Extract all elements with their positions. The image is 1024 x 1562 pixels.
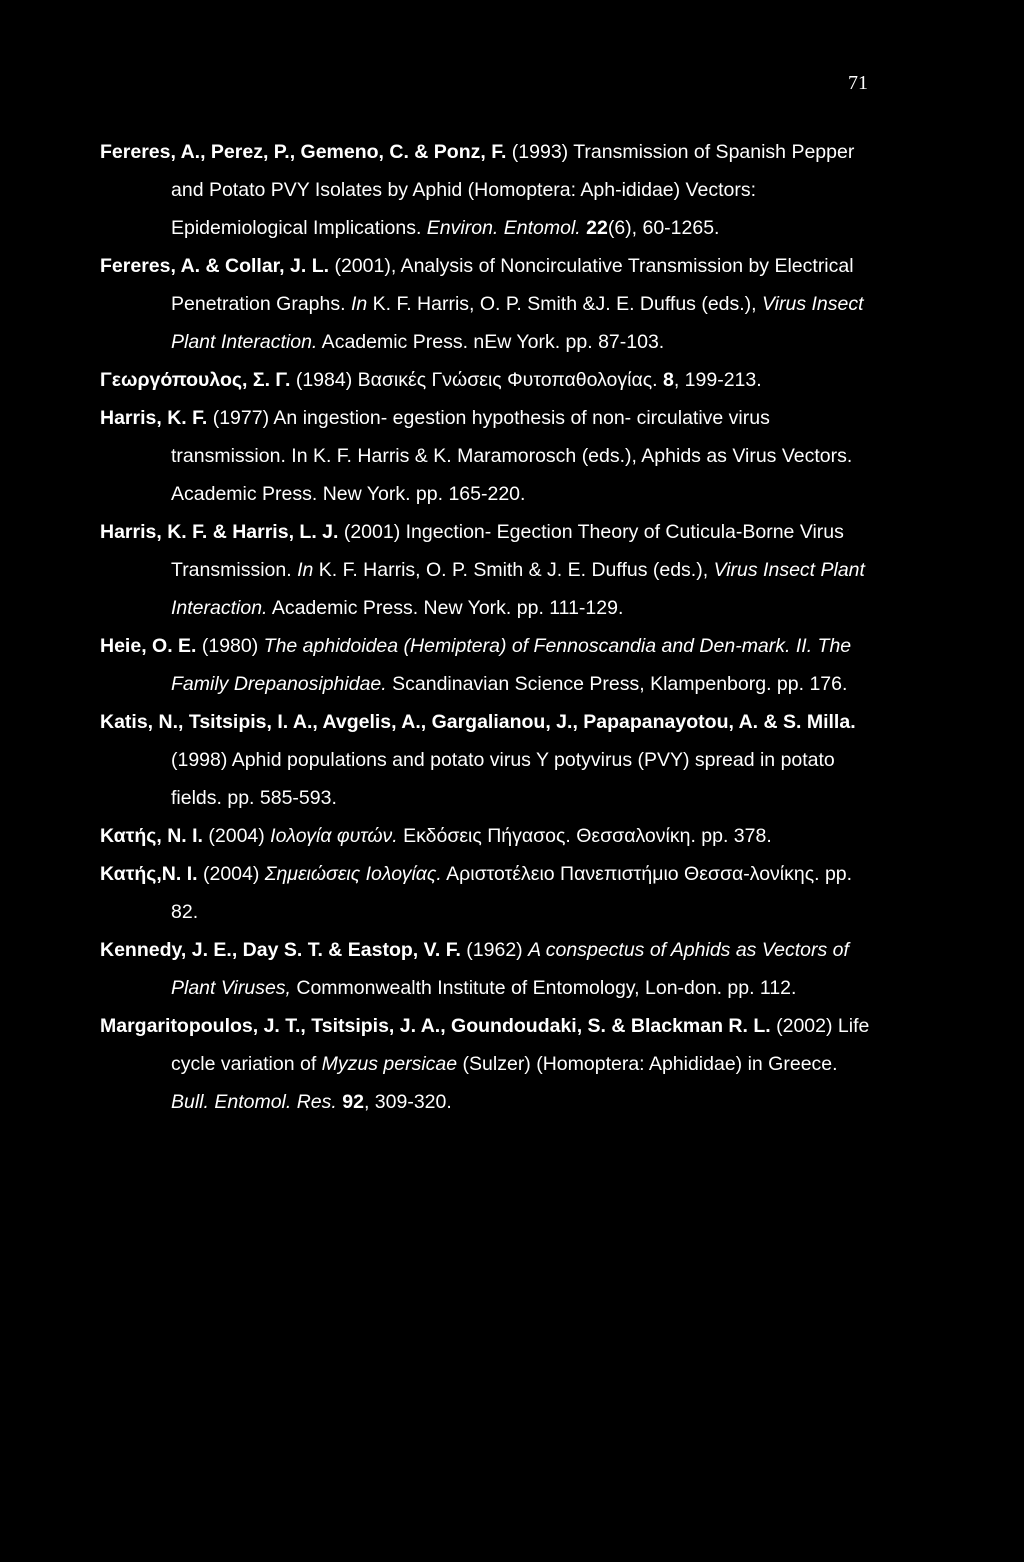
- reference-italic-text: Bull. Entomol. Res.: [171, 1091, 337, 1113]
- reference-text: (6), 60-1265.: [607, 217, 720, 239]
- reference-text: Academic Press. New York. pp. 111-129.: [267, 597, 624, 619]
- reference-italic-text: A conspectus of Aphids as Vectors of Plant Viruses,: [171, 939, 849, 999]
- reference-text: Scandinavian Science Press, Klampenborg. pp. 176.: [386, 673, 848, 695]
- reference-bold-text: Γεωργόπουλος, Σ. Γ.: [100, 369, 291, 391]
- reference-entry: [100, 1007, 880, 1121]
- reference-bold-text: 92: [342, 1091, 364, 1113]
- reference-bold-text: Κατής, Ν. Ι.: [100, 825, 203, 847]
- reference-entry: [100, 855, 880, 931]
- reference-text: Commonwealth Institute of Entomology, Lon-don. pp. 112.: [290, 977, 797, 999]
- reference-text: (1962): [460, 939, 529, 961]
- reference-text: Academic Press. nEw York. pp. 87-103.: [317, 331, 665, 353]
- reference-text: , 309-320.: [363, 1091, 452, 1113]
- reference-bold-text: 22: [586, 217, 608, 239]
- reference-text: (Sulzer) (Homoptera: Aphididae) in Greece.: [457, 1053, 838, 1075]
- reference-bold-text: 8: [662, 369, 674, 391]
- reference-entry: [100, 627, 880, 703]
- reference-text: (1980): [196, 635, 264, 657]
- page-number: 71: [848, 72, 868, 94]
- reference-bold-text: Harris, K. F.: [100, 407, 208, 429]
- reference-text: (1984) Βασικές Γνώσεις Φυτοπαθολογίας.: [290, 369, 663, 391]
- reference-entry: [100, 703, 880, 817]
- reference-text: (2002) Life cycle variation of: [171, 1015, 870, 1075]
- reference-text: (2001) Ingection- Egection Theory of Cuticula-Borne Virus Transmission.: [171, 521, 844, 581]
- reference-bold-text: Heie, O. E.: [100, 635, 197, 657]
- reference-text: (1993) Transmission of Spanish Pepper and Potato PVY Isolates by Aphid (Homoptera: Aph-ididae) Vectors: Epidemiological Implications.: [171, 141, 855, 239]
- reference-entry: [100, 361, 880, 399]
- reference-text: (1977) An ingestion- egestion hypothesis of non- circulative virus transmission. In K. F. Harris & K. Maramorosch (eds.), Aphids as Virus Vectors. Academic Press. New York. pp. 165-220.: [171, 407, 853, 505]
- reference-text: (2004): [197, 863, 265, 885]
- reference-text: (2001), Analysis of Noncirculative Transmission by Electrical Penetration Graphs.: [171, 255, 854, 315]
- reference-entry: [100, 513, 880, 627]
- reference-bold-text: Κατής,Ν. Ι.: [100, 863, 198, 885]
- reference-entry: [100, 133, 880, 247]
- reference-bold-text: Katis, N., Tsitsipis, I. A., Avgelis, A., Gargalianou, J., Papapanayotou, A. & S. Milla.: [100, 711, 856, 733]
- reference-italic-text: Σημειώσεις Ιολογίας.: [264, 863, 442, 885]
- reference-entry: [100, 399, 880, 513]
- reference-text: (2004): [202, 825, 271, 847]
- reference-italic-text: Virus Insect Plant Interaction.: [171, 559, 865, 619]
- reference-bold-text: Kennedy, J. E., Day S. T. & Eastop, V. F.: [100, 939, 461, 961]
- reference-entry: [100, 931, 880, 1007]
- reference-italic-text: Environ. Entomol.: [426, 217, 581, 239]
- reference-text: Εκδόσεις Πήγασος. Θεσσαλονίκη. pp. 378.: [397, 825, 772, 847]
- reference-text: (1998) Aphid populations and potato virus Y potyvirus (PVY) spread in potato fields. pp. 585-593.: [171, 749, 835, 809]
- reference-text: K. F. Harris, O. P. Smith & J. E. Duffus (eds.),: [313, 559, 714, 581]
- reference-text: Αριστοτέλειο Πανεπιστήμιο Θεσσα-λονίκης. pp. 82.: [171, 863, 853, 923]
- reference-text: , 199-213.: [673, 369, 762, 391]
- reference-italic-text: Virus Insect Plant Interaction.: [171, 293, 864, 353]
- reference-entry: [100, 247, 880, 361]
- reference-bold-text: Harris, K. F. & Harris, L. J.: [100, 521, 339, 543]
- reference-italic-text: In: [297, 559, 314, 581]
- reference-italic-text: Myzus persicae: [321, 1053, 458, 1075]
- reference-bold-text: Fereres, A. & Collar, J. L.: [100, 255, 330, 277]
- reference-list: [100, 133, 880, 1121]
- reference-italic-text: Ιολογία φυτών.: [270, 825, 398, 847]
- reference-bold-text: Fereres, A., Perez, P., Gemeno, C. & Ponz, F.: [100, 141, 507, 163]
- reference-text: K. F. Harris, O. P. Smith &J. E. Duffus (eds.),: [367, 293, 763, 315]
- reference-italic-text: In: [350, 293, 368, 315]
- reference-bold-text: Margaritopoulos, J. T., Tsitsipis, J. A., Goundoudaki, S. & Blackman R. L.: [100, 1015, 771, 1037]
- reference-entry: [100, 817, 880, 855]
- reference-italic-text: The aphidoidea (Hemiptera) of Fennoscandia and Den-mark. II. The Family Drepanosiphidae.: [171, 635, 852, 695]
